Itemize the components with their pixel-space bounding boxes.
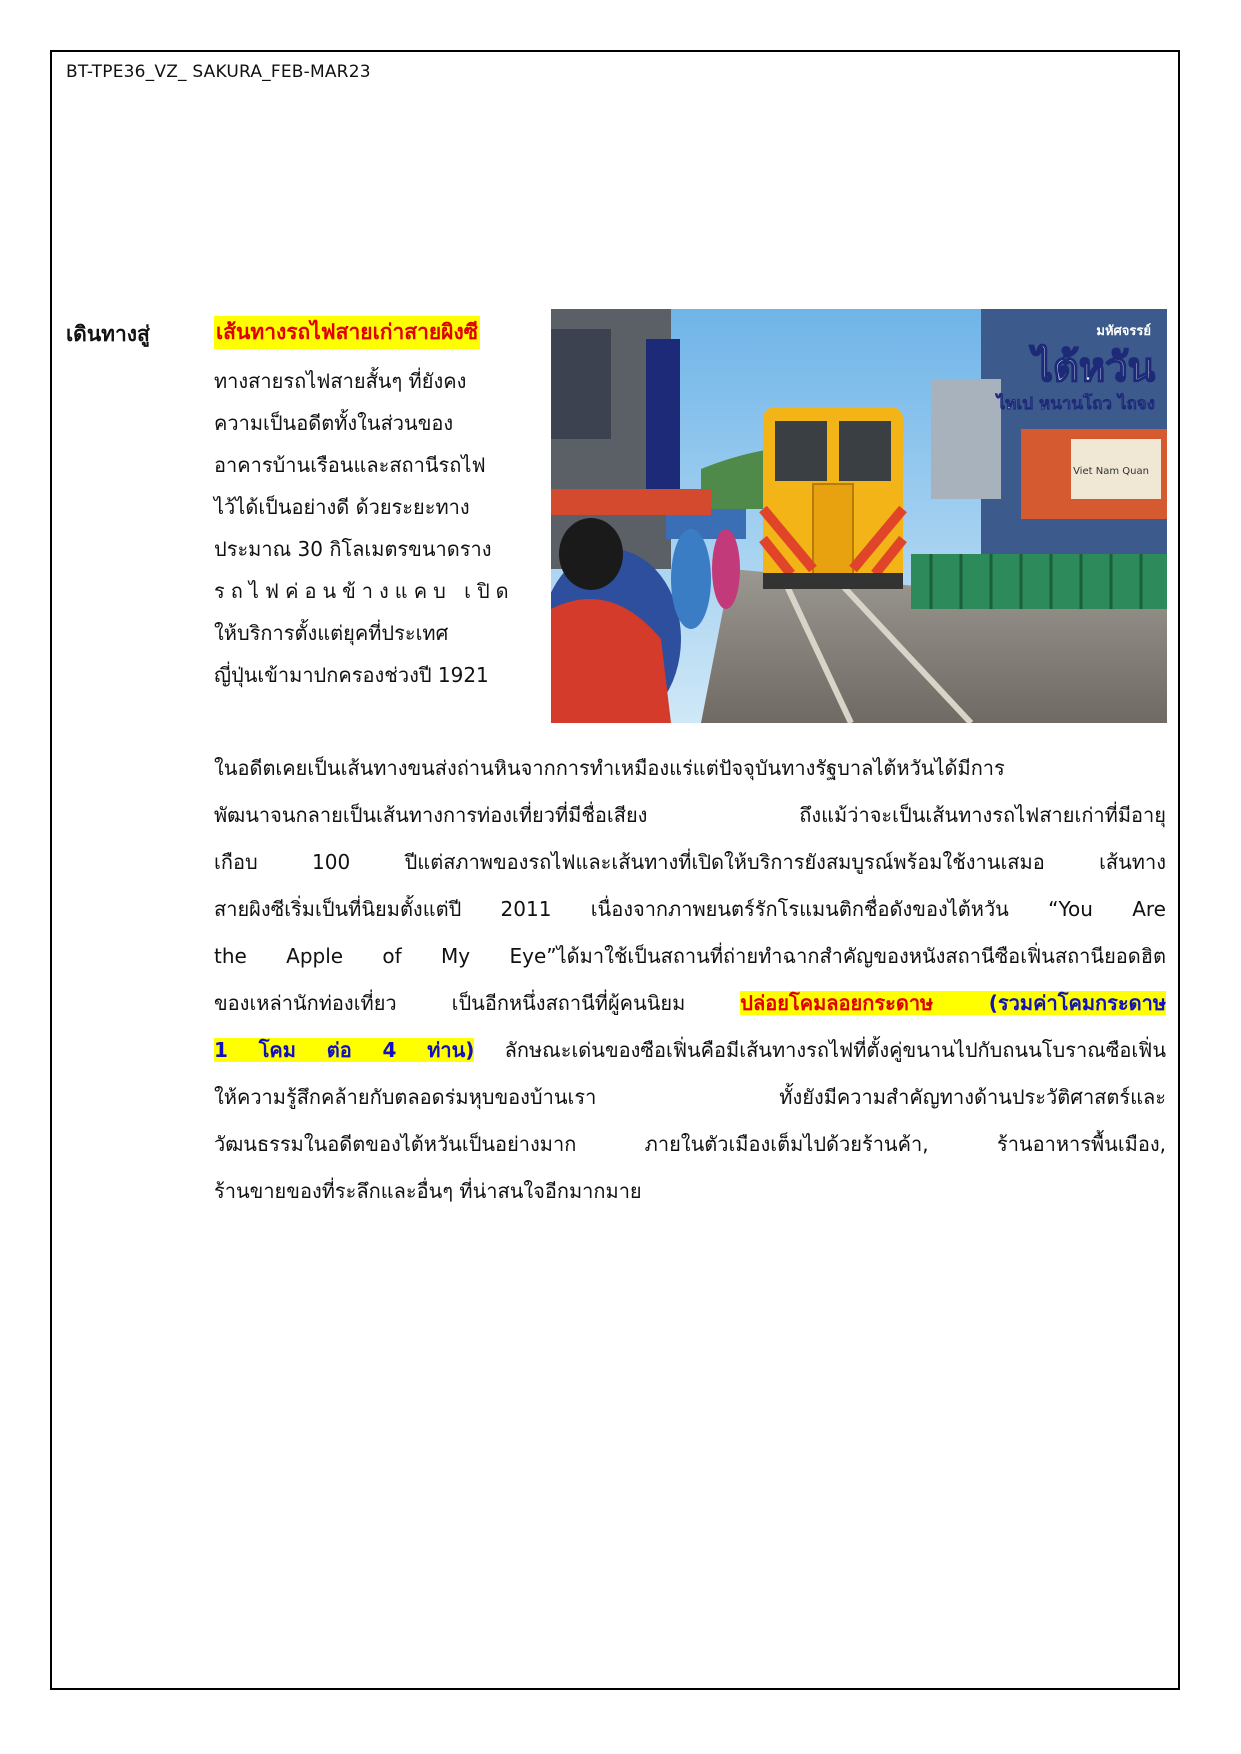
photo-subtitle: ไทเป หนานโถว ไถจง [996,394,1155,414]
section-title: เส้นทางรถไฟสายเก่าสายผิงซี [214,316,480,349]
intro-line: รถไฟค่อนข้างแคบ เปิด [214,579,515,603]
photo-title: ไต้หวัน [1032,345,1155,391]
lantern-price-note: (รวมค่าโคมกระดาษ [933,991,1166,1015]
intro-line: ไว้ได้เป็นอย่างดี ด้วยระยะทาง [214,495,470,519]
photo-badge: มหัศจรรย์ [1096,324,1151,339]
body-line-last: ร้านขายของที่ระลึกและอื่นๆ ที่น่าสนใจอีกมากมาย [214,1179,642,1203]
photo-shop-sign: Viet Nam Quan [1073,466,1149,477]
lantern-highlight: ปล่อยโคมลอยกระดาษ [740,991,934,1015]
body-text: ของเหล่านักท่องเที่ยว เป็นอีกหนึ่งสถานีที่ผู้คนนิยม [214,991,741,1015]
body-line: ในอดีตเคยเป็นเส้นทางขนส่งถ่านหินจากการทำเหมืองแร่แต่ปัจจุบันทางรัฐบาลไต้หวันได้มีการ [214,756,1005,780]
body-line: วัฒนธรรมในอดีตของไต้หวันเป็นอย่างมาก ภายในตัวเมืองเต็มไปด้วยร้านค้า, ร้านอาหารพื้นเมือง, [214,1132,1166,1156]
intro-line: ทางสายรถไฟสายสั้นๆ ที่ยังคง [214,369,467,393]
body-line-highlight [214,980,1166,1027]
intro-line: ความเป็นอดีตทั้งในส่วนของ [214,411,454,435]
body-line: พัฒนาจนกลายเป็นเส้นทางการท่องเที่ยวที่มีชื่อเสียง ถึงแม้ว่าจะเป็นเส้นทางรถไฟสายเก่าที่มีอายุ [214,803,1166,827]
body-line: the Apple of My Eye”ได้มาใช้เป็นสถานที่ถ่ายทำฉากสำคัญของหนังสถานีซือเฟิ่นสถานียอดฮิต [214,944,1166,968]
body-line: ให้ความรู้สึกคล้ายกับตลอดร่มหุบของบ้านเรา ทั้งยังมีความสำคัญทางด้านประวัติศาสตร์และ [214,1085,1166,1109]
body-text: ลักษณะเด่นของซือเฟิ่นคือมีเส้นทางรถไฟที่ตั้งคู่ขนานไปกับถนนโบราณซือเฟิ่น [474,1038,1166,1062]
pingxi-train-photo [551,309,1167,723]
body-line: เกือบ 100 ปีแต่สภาพของรถไฟและเส้นทางที่เปิดให้บริการยังสมบูรณ์พร้อมใช้งานเสมอ เส้นทาง [214,850,1166,874]
section-label: เดินทางสู่ [66,322,150,346]
body-line-highlight [214,1027,1166,1074]
intro-line: ญี่ปุ่นเข้ามาปกครองช่วงปี 1921 [214,663,489,687]
main-paragraph [214,745,1166,1215]
intro-paragraph [214,360,532,696]
body-line: สายผิงซีเริ่มเป็นที่นิยมตั้งแต่ปี 2011 เนื่องจากภาพยนตร์รักโรแมนติกชื่อดังของไต้หวัน “You Are [214,897,1166,921]
intro-line: อาคารบ้านเรือนและสถานีรถไฟ [214,453,486,477]
document-code: BT-TPE36_VZ_ SAKURA_FEB-MAR23 [66,62,371,82]
lantern-price-note-end: 1 โคม ต่อ 4 ท่าน) [214,1038,475,1062]
intro-line: ให้บริการตั้งแต่ยุคที่ประเทศ [214,621,449,645]
intro-line: ประมาณ 30 กิโลเมตรขนาดราง [214,537,492,561]
